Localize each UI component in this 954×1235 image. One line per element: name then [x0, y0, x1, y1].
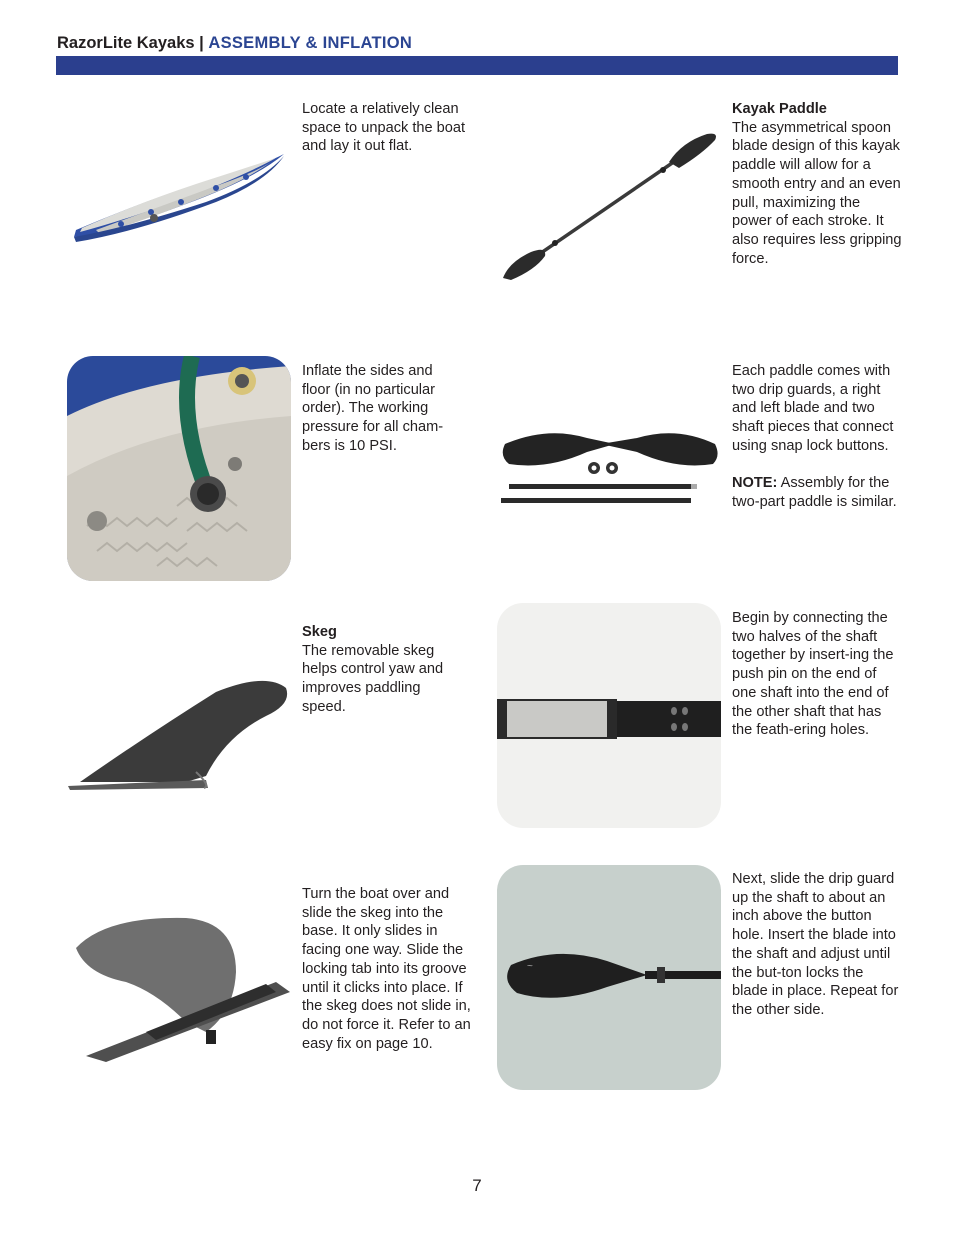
- paddle-parts-image: [497, 422, 723, 510]
- drip-guard-text: [732, 870, 900, 1020]
- svg-text:~: ~: [527, 961, 533, 972]
- paddle-image: [497, 124, 723, 284]
- page-header: [57, 34, 412, 53]
- skeg-install-text: [302, 885, 472, 1053]
- section-title: ASSEMBLY & INFLATION: [208, 34, 413, 52]
- paddle-parts-text: [732, 362, 902, 512]
- connect-shaft-text: [732, 609, 900, 740]
- note-label: NOTE:: [732, 475, 778, 492]
- skeg-description: The removable skeg helps control yaw and improves paddling speed.: [302, 642, 444, 715]
- kayak-image: [66, 142, 288, 252]
- drip-guard-description: Next, slide the drip guard up the shaft to about an inch above the button hole. Insert the blade into the shaft and adjust until the but-ton locks the blade in place. Repeat for the other side.: [732, 871, 899, 1018]
- paddle-parts-note: [732, 474, 902, 511]
- unpack-text: [302, 100, 470, 156]
- paddle-description: The asymmetrical spoon blade design of this kayak paddle will allow for a smooth entry and an even pull, maximizing the power of each stroke. It also requires less gripping force.: [732, 119, 902, 267]
- unpack-description: Locate a relatively clean space to unpack the boat and lay it out flat.: [302, 101, 466, 155]
- shaft-connection-photo: [497, 603, 721, 828]
- connect-shaft-description: Begin by connecting the two halves of the shaft together by insert-ing the push pin on the end of one shaft into the end of the other shaft that has the feath-ering holes.: [732, 610, 894, 739]
- blade-insertion-photo: [497, 865, 721, 1090]
- product-name: RazorLite Kayaks |: [57, 34, 209, 52]
- paddle-text: [732, 100, 902, 268]
- page-number: 7: [472, 1176, 482, 1195]
- skeg-title: Skeg: [302, 624, 337, 640]
- skeg-install-description: Turn the boat over and slide the skeg into the base. It only slides in facing one way. Slide the locking tab into its groove until it clicks into place. If the skeg does not slide in, do not force it. Refer to an easy fix on page 10.: [302, 886, 471, 1052]
- inflate-text: [302, 362, 462, 456]
- skeg-text: [302, 623, 467, 717]
- note-text: Assembly for the two-part paddle is similar.: [732, 475, 897, 510]
- skeg-image: [66, 676, 290, 794]
- inflate-description: Inflate the sides and floor (in no particular order). The working pressure for all cham-bers is 10 PSI.: [302, 363, 444, 454]
- paddle-title: Kayak Paddle: [732, 101, 827, 117]
- inflation-valve-photo: [67, 356, 291, 581]
- header-band: [56, 56, 898, 75]
- skeg-base-image: [66, 912, 290, 1062]
- paddle-parts-description: Each paddle comes with two drip guards, a right and left blade and two shaft pieces that connect using snap lock buttons.: [732, 363, 894, 454]
